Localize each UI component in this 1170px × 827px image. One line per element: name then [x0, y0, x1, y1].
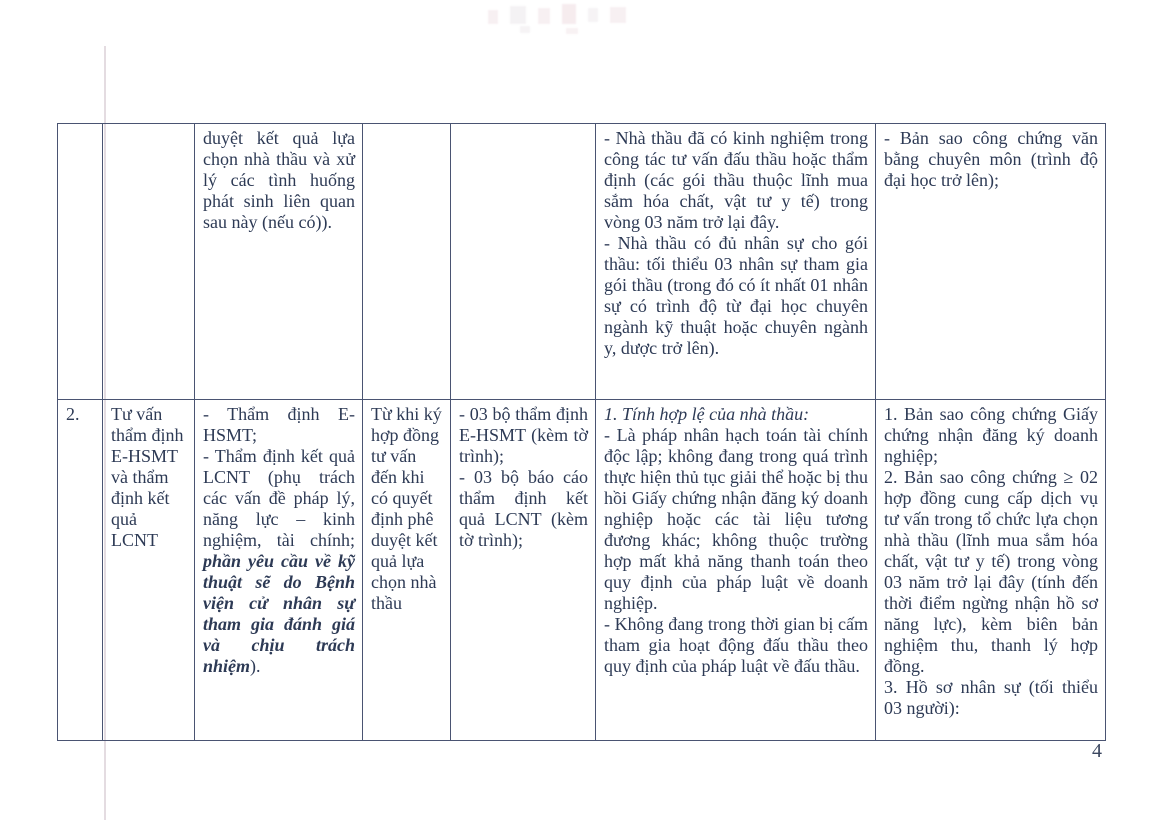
paragraph: - Là pháp nhân hạch toán tài chính độc lập; không đang trong quá trình thực hiện thủ tục giải thể hoặc bị thu hồi Giấy chứng nhận đăng ký doanh nghiệp hoặc các tài liệu tương đương khác; không thuộc trường hợp mất khả năng thanh toán theo quy định của pháp luật về doanh nghiệp.	[604, 425, 868, 613]
paragraph: duyệt kết quả lựa chọn nhà thầu và xử lý các tình huống phát sinh liên quan sau này (nếu có)).	[203, 128, 355, 232]
cell-duration: Từ khi ký hợp đồng tư vấn đến khi có quyết định phê duyệt kết quả lựa chọn nhà thầu	[363, 400, 451, 741]
cell-task-name	[103, 124, 195, 400]
page-number: 4	[1092, 740, 1102, 762]
table-row-item-2	[58, 400, 1106, 741]
cell-contractor-requirements	[596, 400, 876, 741]
requirements-heading: 1. Tính hợp lệ của nhà thầu:	[604, 404, 810, 424]
cell-index	[58, 124, 103, 400]
cell-capability-documents	[876, 400, 1106, 741]
paragraph	[203, 446, 355, 677]
paragraph: 3. Hồ sơ nhân sự (tối thiểu 03 người):	[884, 677, 1098, 718]
cell-contractor-requirements	[596, 124, 876, 400]
paragraph: - Nhà thầu có đủ nhân sự cho gói thầu: tối thiểu 03 nhân sự tham gia gói thầu (trong đó có ít nhất 01 nhân sự có trình độ từ đại học chuyên ngành kỹ thuật hoặc chuyên ngành y, dược trở lên).	[604, 233, 868, 358]
paragraph: - Bản sao công chứng văn bằng chuyên môn (trình độ đại học trở lên);	[884, 128, 1098, 190]
cell-duration	[363, 124, 451, 400]
emphasis-segment: phần yêu cầu về kỹ thuật sẽ do Bệnh viện cử nhân sự tham gia đánh giá và chịu trách nhiệm	[203, 551, 355, 676]
paragraph: - 03 bộ thẩm định E-HSMT (kèm tờ trình);	[459, 404, 588, 466]
paragraph: - Thẩm định E-HSMT;	[203, 404, 355, 445]
text-segment: - Thẩm định kết quả LCNT (phụ trách các vấn đề pháp lý, năng lực – kinh nghiệm, tài chính;	[203, 446, 355, 550]
cell-task-name: Tư vấn thẩm định E-HSMT và thẩm định kết quả LCNT	[103, 400, 195, 741]
table-row-continuation	[58, 124, 1106, 400]
paragraph: - Không đang trong thời gian bị cấm tham gia hoạt động đấu thầu theo quy định của pháp luật về đấu thầu.	[604, 614, 868, 676]
paragraph: 1. Bản sao công chứng Giấy chứng nhận đăng ký doanh nghiệp;	[884, 404, 1098, 466]
cell-capability-documents	[876, 124, 1106, 400]
paragraph: - Nhà thầu đã có kinh nghiệm trong công tác tư vấn đấu thầu hoặc thẩm định (các gói thầu thuộc lĩnh mua sắm hóa chất, vật tư y tế) trong vòng 03 năm trở lại đây.	[604, 128, 868, 232]
cell-work-content	[195, 400, 363, 741]
paragraph: 2. Bản sao công chứng ≥ 02 hợp đồng cung cấp dịch vụ tư vấn trong tổ chức lựa chọn nhà thầu (lĩnh mua sắm hóa chất, vật tư y tế) trong vòng 03 năm trở lại đây (tính đến thời điểm ngừng nhận hồ sơ năng lực), kèm biên bản nghiệm thu, thanh lý hợp đồng.	[884, 467, 1098, 676]
stamp-remnant	[482, 2, 652, 34]
cell-index: 2.	[58, 400, 103, 741]
cell-work-content	[195, 124, 363, 400]
procurement-table	[57, 123, 1106, 741]
cell-deliverables	[451, 124, 596, 400]
paragraph: - 03 bộ báo cáo thẩm định kết quả LCNT (kèm tờ trình);	[459, 467, 588, 550]
text-segment: ).	[250, 656, 261, 676]
cell-deliverables	[451, 400, 596, 741]
